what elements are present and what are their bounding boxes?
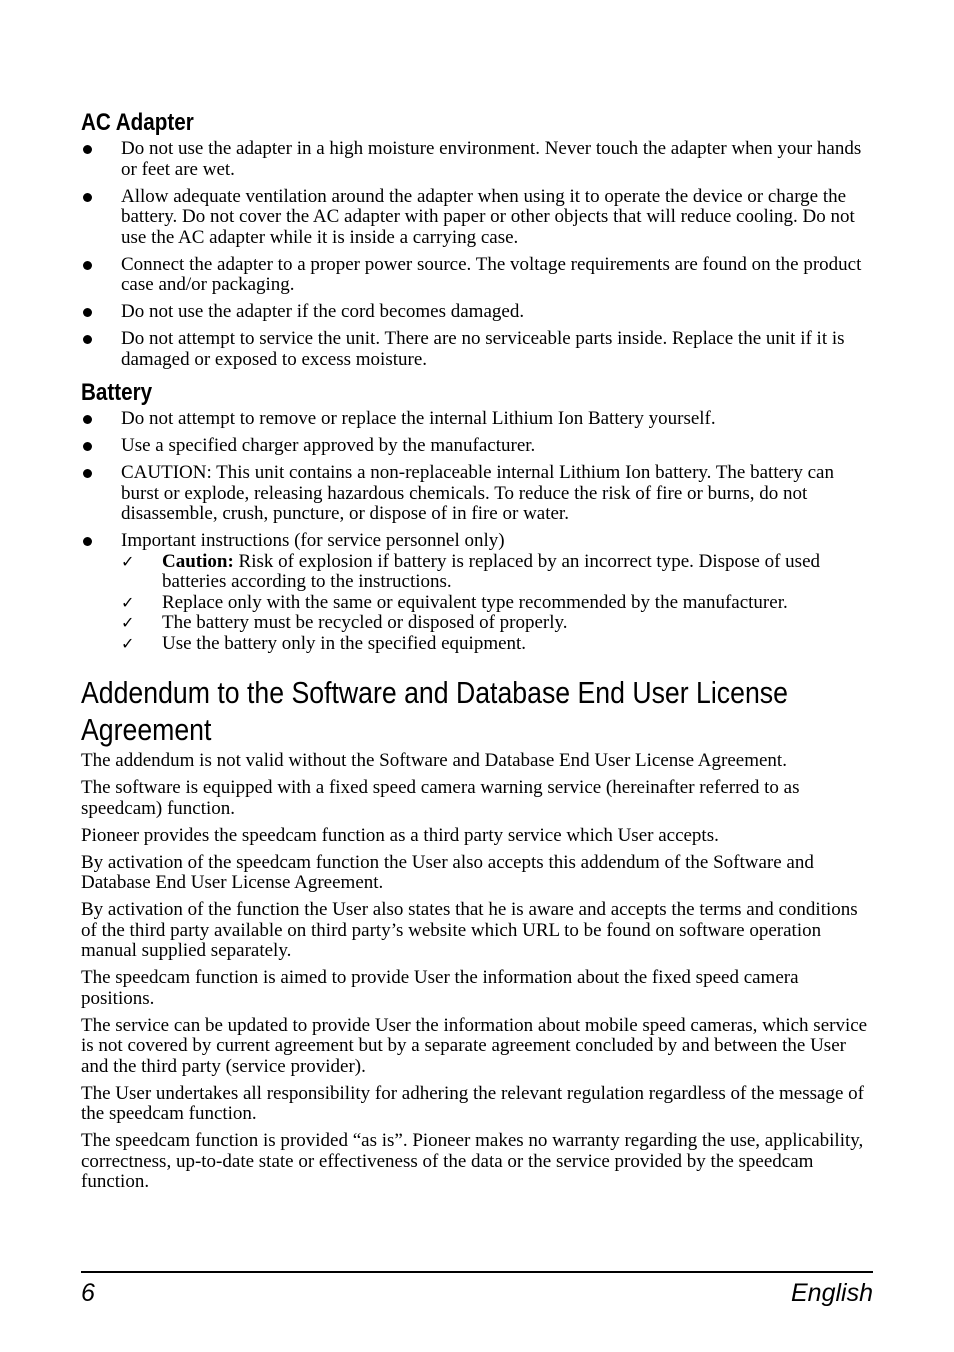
ac-adapter-list	[81, 139, 874, 370]
list-item: Do not attempt to remove or replace the internal Lithium Ion Battery yourself.	[81, 409, 874, 430]
ac-adapter-heading: AC Adapter	[81, 109, 194, 136]
addendum-heading: Addendum to the Software and Database End User License Agreement	[81, 675, 788, 747]
battery-heading: Battery	[81, 379, 153, 406]
bullet-icon	[83, 335, 92, 344]
list-item: Important instructions (for service personnel only) ✓ Caution: Risk of explosion if battery is replaced by an incorrect type. Dispose of used batteries according to the instructions. ✓ Replace only with the same or equivalent type recommended by the manufacturer. ✓ The battery must be recycled or disposed of properly. ✓ Use the battery only in the specified equipment.	[81, 531, 874, 654]
check-item: ✓ Use the battery only in the specified equipment.	[121, 632, 527, 654]
paragraph: The speedcam function is provided “as is”. Pioneer makes no warranty regarding the use, applicability, correctness, up-to-date state or effectiveness of the data or the service provided by the speedcam function.	[81, 1130, 864, 1192]
bullet-icon	[83, 415, 92, 424]
bullet-icon	[83, 308, 92, 317]
bullet-icon	[83, 193, 92, 202]
list-item: Do not use the adapter in a high moisture environment. Never touch the adapter when your hands or feet are wet.	[81, 139, 874, 180]
document-page	[81, 108, 874, 1199]
checkmark-icon: ✓	[121, 551, 135, 571]
checkmark-icon: ✓	[121, 613, 135, 632]
bullet-icon	[83, 442, 92, 451]
check-item: ✓ Replace only with the same or equivalent type recommended by the manufacturer.	[121, 591, 788, 613]
list-item: Allow adequate ventilation around the adapter when using it to operate the device or charge the battery. Do not cover the AC adapter with paper or other objects that will reduce cooling. Do not use the AC adapter while it is inside a carrying case.	[81, 187, 874, 249]
checkmark-icon: ✓	[121, 633, 135, 653]
check-item: ✓ The battery must be recycled or disposed of properly.	[121, 612, 568, 633]
list-item: Use a specified charger approved by the manufacturer.	[81, 436, 874, 457]
list-item: CAUTION: This unit contains a non-replaceable internal Lithium Ion battery. The battery can burst or explode, releasing hazardous chemicals. To reduce the risk of fire or burns, do not disassemble, crush, puncture, or dispose of in fire or water.	[81, 463, 874, 525]
addendum-body	[81, 751, 874, 1193]
bullet-icon	[83, 261, 92, 270]
page-number: 6	[81, 1279, 95, 1307]
page-footer	[81, 1271, 873, 1307]
bullet-icon	[83, 537, 92, 546]
check-item: ✓ Caution: Risk of explosion if battery is replaced by an incorrect type. Dispose of used batteries according to the instructions.	[121, 550, 821, 592]
list-item: Do not use the adapter if the cord becomes damaged.	[81, 302, 874, 323]
caution-label: Caution:	[162, 550, 234, 572]
paragraph: By activation of the speedcam function the User also accepts this addendum of the Software and Database End User License Agreement.	[81, 851, 814, 893]
list-item: Do not attempt to service the unit. There are no serviceable parts inside. Replace the unit if it is damaged or exposed to excess moisture.	[81, 329, 874, 370]
paragraph: The software is equipped with a fixed speed camera warning service (hereinafter referred to as speedcam) function.	[81, 777, 800, 819]
battery-list	[81, 409, 874, 654]
bullet-icon	[83, 469, 92, 478]
footer-language: English	[791, 1279, 873, 1307]
list-item: Connect the adapter to a proper power source. The voltage requirements are found on the product case and/or packaging.	[81, 255, 874, 296]
paragraph: By activation of the function the User also states that he is aware and accepts the terms and conditions of the third party available on third party’s website which URL to be found on software operation manual supplied separately.	[81, 899, 858, 961]
bullet-icon	[83, 145, 92, 154]
service-instructions-list	[121, 552, 874, 655]
paragraph: Pioneer provides the speedcam function as a third party service which User accepts.	[81, 824, 719, 846]
paragraph: The User undertakes all responsibility for adhering the relevant regulation regardless of the message of the speedcam function.	[81, 1082, 864, 1124]
paragraph: The speedcam function is aimed to provide User the information about the fixed speed camera positions.	[81, 967, 799, 1009]
checkmark-icon: ✓	[121, 592, 135, 612]
paragraph: The service can be updated to provide User the information about mobile speed cameras, which service is not covered by current agreement but by a separate agreement concluded by and between the User and the third party (service provider).	[81, 1014, 868, 1077]
paragraph: The addendum is not valid without the Software and Database End User License Agreement.	[81, 750, 787, 771]
